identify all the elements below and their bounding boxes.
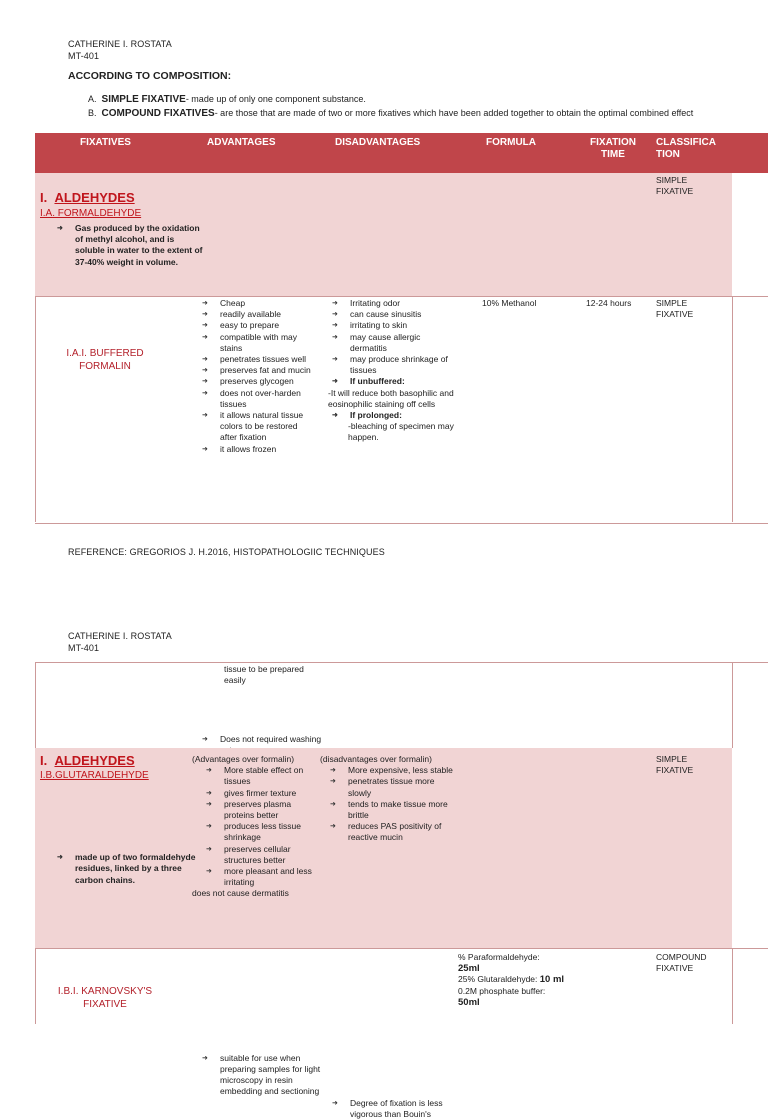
list-item: ➜ Irritating odor bbox=[330, 298, 455, 309]
list-item: ➜ Cheap bbox=[200, 298, 315, 309]
list-item: ➜ readily available bbox=[200, 309, 315, 320]
list-item: ➜ irritating to skin bbox=[330, 320, 455, 331]
continuation-row bbox=[35, 662, 768, 749]
disadvantages-header: (disadvantages over formalin) bbox=[320, 754, 432, 764]
formula-line-2: 25% Glutaraldehyde: 10 ml bbox=[458, 974, 565, 986]
formula-value-3: 50ml bbox=[458, 996, 480, 1008]
col-formula: FORMULA bbox=[486, 137, 536, 148]
formaldehyde-description: ➜ Gas produced by the oxidation of methyl alcohol, and is soluble in water to the extent of 37-40% weight in volume. bbox=[55, 223, 205, 268]
subtitle-formaldehyde: I.A. FORMALDEHYDE bbox=[40, 208, 142, 219]
list-item: ➜ penetrates tissues well bbox=[200, 354, 315, 365]
advantages-tail: does not cause dermatitis bbox=[192, 888, 289, 899]
list-item: ➜ reduces PAS positivity of reactive mucin bbox=[328, 821, 455, 843]
list-item: ➜ More expensive, less stable bbox=[328, 765, 455, 776]
definition-compound: B. COMPOUND FIXATIVES- are those that are made of two or more fixatives which have been added together to obtain the optimal combined effect bbox=[88, 108, 694, 119]
list-item: ➜ penetrates tissue more slowly bbox=[328, 776, 455, 798]
buffered-formalin-name: I.A.I. BUFFERED FORMALIN bbox=[66, 348, 144, 372]
glutaraldehyde-classification: SIMPLE FIXATIVE bbox=[656, 754, 694, 776]
list-item: ➜ preserves glycogen bbox=[200, 376, 315, 387]
section-heading: ACCORDING TO COMPOSITION: bbox=[68, 70, 232, 82]
list-item: ➜ Degree of fixation is less vigorous than Bouin's bbox=[330, 1098, 465, 1120]
subtitle-glutaraldehyde: I.B.GLUTARALDEHYDE bbox=[40, 770, 149, 781]
reference-text: REFERENCE: GREGORIOS J. H.2016, HISTOPATHOLOGIIC TECHNIQUES bbox=[68, 547, 385, 557]
col-classification: CLASSIFICA TION bbox=[656, 137, 716, 160]
col-advantages: ADVANTAGES bbox=[207, 137, 276, 148]
list-item: ➜ more pleasant and less irritating bbox=[204, 866, 315, 888]
advantages-header: (Advantages over formalin) bbox=[192, 754, 295, 764]
formula-line-3: 0.2M phosphate buffer: bbox=[458, 985, 546, 996]
buffered-classification: SIMPLE FIXATIVE bbox=[656, 298, 694, 320]
karnovsky-name: I.B.I. KARNOVSKY'S FIXATIVE bbox=[57, 986, 153, 1010]
list-item: ➜ Does not required washing bbox=[200, 734, 335, 756]
list-item: ➜ it allows frozen bbox=[200, 444, 315, 455]
list-item: ➜ preserves plasma proteins better bbox=[204, 799, 315, 821]
if-prolonged-label: ➜ If prolonged: bbox=[330, 410, 455, 421]
list-item: ➜ gives firmer texture bbox=[204, 788, 315, 799]
glutaraldehyde-advantages bbox=[190, 754, 315, 900]
author-name-p2: CATHERINE I. ROSTATA bbox=[68, 631, 172, 641]
list-item: ➜ tends to make tissue more brittle bbox=[328, 799, 455, 821]
prolonged-text: -bleaching of specimen may happen. bbox=[348, 421, 454, 443]
buffered-advantages-list bbox=[200, 298, 315, 455]
list-item: ➜ may cause allergic dermatitis bbox=[330, 332, 455, 354]
list-item: ➜ produces less tissue shrinkage bbox=[204, 821, 315, 843]
list-item: ➜ suitable for use when preparing samples for light microscopy in resin embedding and sectioning bbox=[200, 1053, 335, 1098]
glutaraldehyde-description: ➜ made up of two formaldehyde residues, linked by a three carbon chains. bbox=[55, 852, 205, 886]
glutaraldehyde-disadvantages bbox=[320, 754, 455, 844]
list-item: ➜ preserves fat and mucin bbox=[200, 365, 315, 376]
buffered-formula: 10% Methanol bbox=[482, 298, 537, 308]
col-fixatives: FIXATIVES bbox=[80, 137, 131, 148]
classification-aldehydes: SIMPLE FIXATIVE bbox=[656, 175, 694, 197]
buffered-disadvantages-list bbox=[330, 298, 455, 444]
list-item: ➜ it allows natural tissue colors to be restored after fixation bbox=[200, 410, 315, 444]
list-item: ➜ easy to prepare bbox=[200, 320, 315, 331]
section-title-aldehydes-2: I. ALDEHYDES bbox=[40, 753, 135, 768]
list-item: ➜ may produce shrinkage of tissues bbox=[330, 354, 455, 376]
author-name: CATHERINE I. ROSTATA bbox=[68, 39, 172, 49]
col-disadvantages: DISADVANTAGES bbox=[335, 137, 421, 148]
continued-advantage: tissue to be prepared easily bbox=[224, 664, 304, 686]
list-item: ➜ More stable effect on tissues bbox=[204, 765, 315, 787]
list-item: ➜ can cause sinusitis bbox=[330, 309, 455, 320]
definition-simple: A. SIMPLE FIXATIVE- made up of only one component substance. bbox=[88, 94, 366, 105]
list-item: ➜ preserves cellular structures better bbox=[204, 844, 315, 866]
section-title-aldehydes: I. ALDEHYDES bbox=[40, 190, 135, 205]
course-code-p2: MT-401 bbox=[68, 643, 100, 653]
karnovsky-formula bbox=[458, 952, 588, 1008]
unbuffered-text: -It will reduce both basophilic and eosinophilic staining off cells bbox=[328, 387, 454, 409]
buffered-fixation-time: 12-24 hours bbox=[586, 298, 632, 308]
course-code: MT-401 bbox=[68, 51, 100, 61]
list-item: ➜ compatible with may stains bbox=[200, 332, 315, 354]
if-unbuffered-label: ➜ If unbuffered: bbox=[330, 376, 455, 387]
col-fixation-time: FIXATION TIME bbox=[590, 137, 636, 160]
list-item: ➜ does not over-harden tissues bbox=[200, 388, 315, 410]
formula-line-1: % Paraformaldehyde: bbox=[458, 952, 540, 962]
karnovsky-classification: COMPOUND FIXATIVE bbox=[656, 952, 707, 974]
formula-value-1: 25ml bbox=[458, 963, 480, 975]
